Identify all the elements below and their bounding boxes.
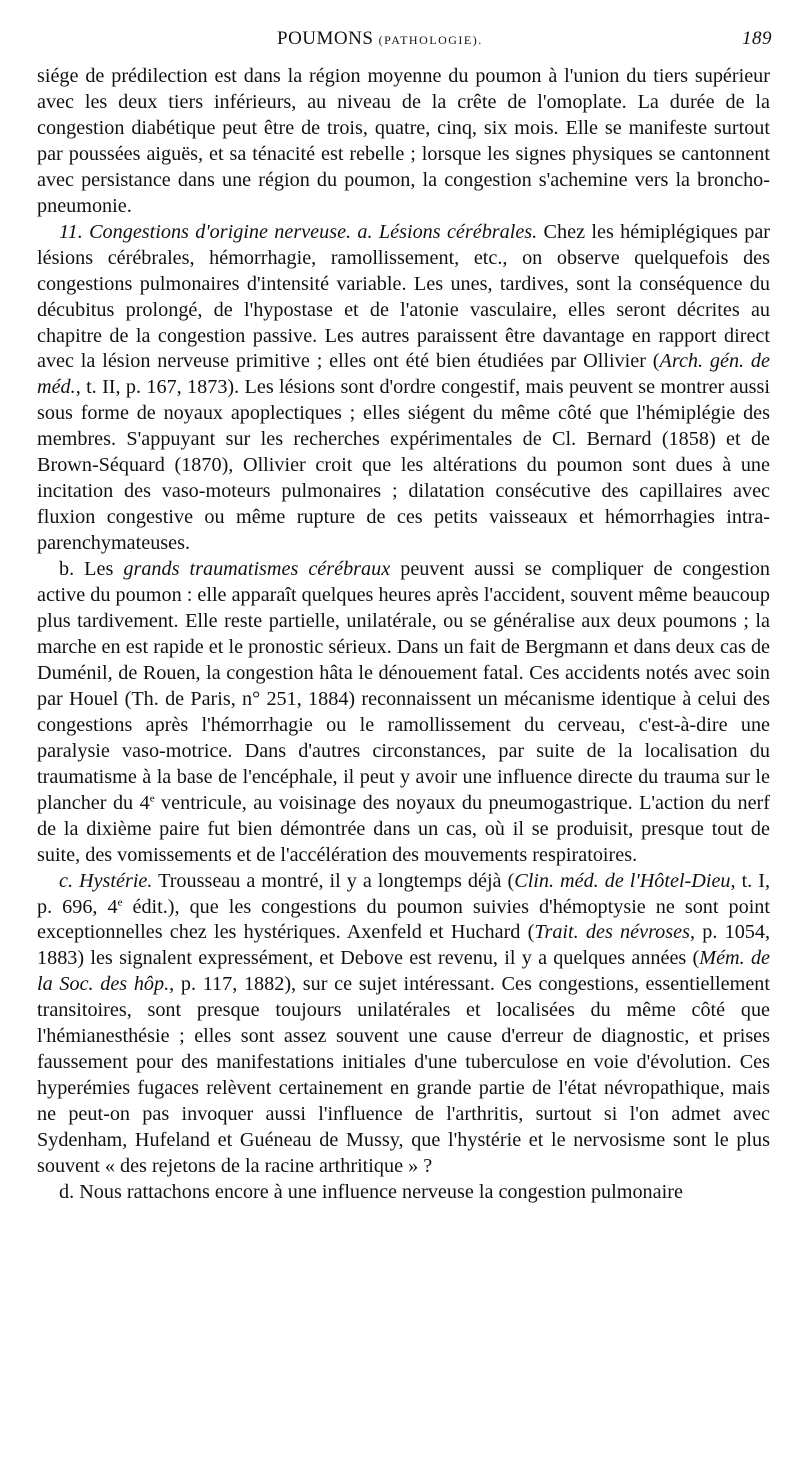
paragraph-nervous-congestion (37, 220, 770, 557)
book-page (37, 22, 770, 1206)
running-title (277, 28, 483, 50)
page-number: 189 (742, 28, 772, 49)
running-title-main: POUMONS (277, 28, 374, 49)
citation: Clin. méd. de l'Hôtel-Dieu (514, 869, 731, 892)
text-span: Trousseau a montré, il y a longtemps déjà ( (152, 869, 515, 892)
text-span: , t. II, p. 167, 1873). Les lésions sont d'ordre congestif, mais peuvent se montrer aussi sous forme de noyaux apoplectiques ; elles siégent du même côté que l'hémiplégie des membres. S'appuyant sur les recherches expérimentales de Cl. Bernard (1858) et de Brown-Séquard (1870), Ollivier croit que les altérations du poumon sont dues à une incitation des vaso-moteurs pulmonaires ; dilatation consécutive des capillaires avec fluxion congestive ou même rupture de ces petits vaisseaux et hémorrhagies intra-parenchymateuses. (37, 376, 770, 555)
text-span: peuvent aussi se compliquer de congestion active du poumon : elle apparaît quelques heures après l'accident, souvent même beaucoup plus tardivement. Elle reste partielle, unilatérale, ou se généralise aux deux poumons ; la marche en est rapide et le pronostic sérieux. Dans un fait de Bergmann et dans deux cas de Duménil, de Rouen, la congestion hâta le dénouement fatal. Ces accidents notés avec soin par Houel (Th. de Paris, n° 251, 1884) reconnaissent un mécanisme identique à celui des congestions après l'hémorrhagie ou le ramollissement du cerveau, c'est-à-dire une paralysie vaso-motrice. Dans d'autres circonstances, par suite de la localisation du traumatisme à la base de l'encéphale, il peut y avoir une influence directe du trauma sur le plancher du 4 (37, 558, 770, 814)
superscript: e (149, 791, 155, 804)
text-span: édit.), que les congestions du poumon suivies d'hémoptysie ne sont point exceptionnelles chez les hystériques. Axenfeld et Huchard ( (37, 895, 771, 944)
citation: Mém. de la Soc. des hôp. (37, 947, 770, 996)
section-heading-nervous: 11. Congestions d'origine nerveuse. a. Lésions cérébrales. (59, 220, 538, 243)
emphasis: grands traumatismes cérébraux (123, 558, 391, 581)
text-span: Chez les hémiplégiques par lésions cérébrales, hémorrhagie, ramollissement, etc., on observe quelquefois des congestions pulmonaires d'intensité variable. Les unes, tardives, sont la conséquence du décubitus prolongé, de l'hypostase et de l'atonie vasculaire, elles seront décrites au chapitre de la congestion passive. Les autres paraissent être davantage en rapport direct avec la lésion nerveuse primitive ; elles ont été bien étudiées par Ollivier ( (37, 220, 770, 373)
body-text (37, 64, 770, 1206)
paragraph-diabetic-congestion: siége de prédilection est dans la région moyenne du poumon à l'union du tiers supérieur avec les deux tiers inférieurs, au niveau de la crête de l'omoplate. La durée de la congestion diabétique peut être de trois, quatre, cinq, six mois. Elle se manifeste surtout par poussées aiguës, et sa ténacité est rebelle ; lorsque les signes physiques se cantonnent avec persistance dans une région du poumon, la congestion s'achemine vers la broncho-pneumonie. (37, 65, 770, 217)
text-span: , t. I, p. 696, 4 (37, 869, 770, 918)
running-head (37, 22, 770, 56)
text-span: ventricule, au voisinage des noyaux du pneumogastrique. L'action du nerf de la dixième paire fut bien démontrée dans un cas, où il se produisit, presque tout de suite, des vomissements et de l'accélération des mouvements respiratoires. (37, 791, 770, 866)
text-span: , p. 117, 1882), sur ce sujet intéressant. Ces congestions, essentiellement transitoires, sont presque toujours unilatérales et localisées du même côté que l'hémianesthésie ; elles sont assez souvent une cause d'erreur de diagnostic, et prises faussement pour des manifestations initiales d'une tuberculose en voie d'évolution. Ces hyperémies fugaces relèvent certainement en grande partie de l'état névropathique, mais ne peut-on pas invoquer aussi l'influence de l'arthritis, surtout si l'on admet avec Sydenham, Hufeland et Guéneau de Mussy, que l'hystérie et le nervosisme sont le plus souvent « des rejetons de la racine arthritique » ? (37, 973, 770, 1178)
citation: Trait. des névroses (534, 921, 690, 944)
text-span: b. Les (59, 558, 124, 581)
paragraph-hysteria (37, 869, 770, 1180)
section-heading-hysteria: c. Hystérie. (59, 869, 153, 892)
citation: Arch. gén. de méd. (37, 350, 770, 399)
running-title-subtitle: (PATHOLOGIE). (378, 33, 483, 47)
text-span: , p. 1054, 1883) les signalent expressément, et Debove est revenu, il y a quelques années ( (37, 921, 771, 970)
paragraph-nervous-influence: d. Nous rattachons encore à une influence nerveuse la congestion pulmonaire (59, 1180, 683, 1203)
superscript: e (117, 895, 123, 908)
paragraph-cerebral-trauma (37, 557, 770, 868)
